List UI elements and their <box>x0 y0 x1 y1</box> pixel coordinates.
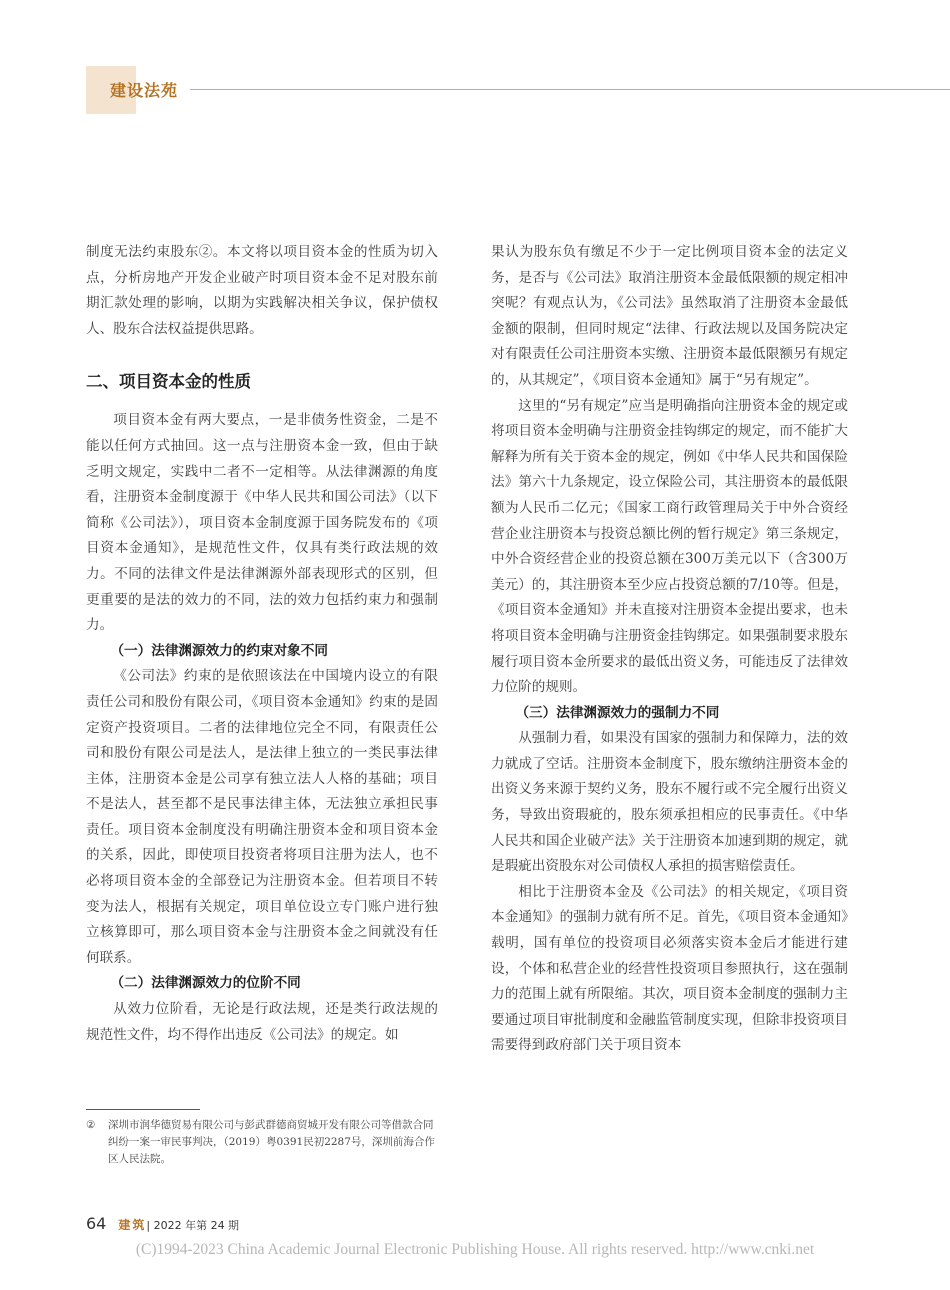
right-column <box>491 240 848 1059</box>
footnote <box>86 1117 438 1168</box>
header-divider <box>190 89 950 90</box>
right-paragraph-1: 果认为股东负有缴足不少于一定比例项目资本金的法定义务，是否与《公司法》取消注册资本金最低限额的规定相冲突呢？有观点认为，《公司法》虽然取消了注册资本金最低金额的限制，但同时规定“法律、行政法规以及国务院决定对有限责任公司注册资本实缴、注册资本最低限额另有规定的，从其规定”，《项目资本金通知》属于“另有规定”。 <box>491 244 848 388</box>
right-paragraph-3: 从强制力看，如果没有国家的强制力和保障力，法的效力就成了空话。注册资本金制度下，股东缴纳注册资本金的出资义务来源于契约义务，股东不履行或不完全履行出资义务，导致出资瑕疵的，股东须承担相应的民事责任。《中华人民共和国企业破产法》关于注册资本加速到期的规定，就是瑕疵出资股东对公司债权人承担的损害赔偿责任。 <box>491 730 848 875</box>
footnote-text: 深圳市润华德贸易有限公司与彭武群德商贸城开发有限公司等借款合同纠纷一案一审民事判决，（2019）粤0391民初2287号，深圳前海合作区人民法院。 <box>108 1119 435 1165</box>
subheading-2: （二）法律渊源效力的位阶不同 <box>110 975 301 992</box>
footnote-divider <box>86 1109 200 1110</box>
page-number: 64 <box>86 1214 107 1233</box>
section-paragraph: 项目资本金有两大要点，一是非债务性资金，二是不能以任何方式抽回。这一点与注册资本金一致，但由于缺乏明文规定，实践中二者不一定相等。从法律渊源的角度看，注册资本金制度源于《中华人民共和国公司法》（以下简称《公司法》），项目资本金制度源于国务院发布的《项目资本金通知》，是规范性文件，仅具有类行政法规的效力。不同的法律文件是法律渊源外部表现形式的区别，但更重要的是法的效力的不同，法的效力包括约束力和强制力。 <box>86 412 438 634</box>
subheading-1: （一）法律渊源效力的约束对象不同 <box>110 642 328 659</box>
journal-name: 建筑 <box>118 1218 147 1232</box>
intro-paragraph: 制度无法约束股东②。本文将以项目资本金的性质为切入点，分析房地产开发企业破产时项目资本金不足对股东前期汇款处理的影响，以期为实践解决相关争议，保护债权人、股东合法权益提供思路。 <box>86 244 438 337</box>
subheading-3: （三）法律渊源效力的强制力不同 <box>515 704 720 721</box>
footnote-marker: ② <box>86 1119 96 1131</box>
subsection-2-paragraph: 从效力位阶看，无论是行政法规，还是类行政法规的规范性文件，均不得作出违反《公司法》的规定。如 <box>86 1001 438 1043</box>
section-title: 建设法苑 <box>110 81 179 100</box>
copyright-watermark: (C)1994-2023 China Academic Journal Electronic Publishing House. All rights reserved. http://www.cnki.net <box>135 1241 815 1258</box>
section-heading: 二、项目资本金的性质 <box>86 372 251 392</box>
subsection-1-paragraph: 《公司法》约束的是依照该法在中国境内设立的有限责任公司和股份有限公司，《项目资本金通知》约束的是固定资产投资项目。二者的法律地位完全不同，有限责任公司和股份有限公司是法人，是法律上独立的一类民事法律主体，注册资本金是公司享有独立法人人格的基础；项目不是法人，甚至都不是民事法律主体，无法独立承担民事责任。项目资本金制度没有明确注册资本金和项目资本金的关系，因此，即使项目投资者将项目注册为法人，也不必将项目资本金的全部登记为注册资本金。但若项目不转变为法人，根据有关规定，项目单位设立专门账户进行独立核算即可，那么项目资本金与注册资本金之间就没有任何联系。 <box>86 668 438 966</box>
issue-label: | 2022 年第 24 期 <box>146 1219 240 1232</box>
page-footer <box>86 1214 239 1233</box>
right-paragraph-4: 相比于注册资本金及《公司法》的相关规定，《项目资本金通知》的强制力就有所不足。首先，《项目资本金通知》载明，国有单位的投资项目必须落实资本金后才能进行建设，个体和私营企业的经营性投资项目参照执行，这在强制力的范围上就有所限缩。其次，项目资本金制度的强制力主要通过项目审批制度和金融监管制度实现，但除非投资项目需要得到政府部门关于项目资本 <box>491 883 848 1054</box>
left-column <box>86 240 438 1048</box>
right-paragraph-2: 这里的“另有规定”应当是明确指向注册资本金的规定或将项目资本金明确与注册资金挂钩绑定的规定，而不能扩大解释为所有关于资本金的规定，例如《中华人民共和国保险法》第六十九条规定，设立保险公司，其注册资本的最低限额为人民币二亿元；《国家工商行政管理局关于中外合资经营企业注册资本与投资总额比例的暂行规定》第三条规定，中外合资经营企业的投资总额在300万美元以下（含300万美元）的，其注册资本至少应占投资总额的7/10等。但是，《项目资本金通知》并未直接对注册资本金提出要求，也未将项目资本金明确与注册资金挂钩绑定。如果强制要求股东履行项目资本金所要求的最低出资义务，可能违反了法律效力位阶的规则。 <box>491 397 848 696</box>
